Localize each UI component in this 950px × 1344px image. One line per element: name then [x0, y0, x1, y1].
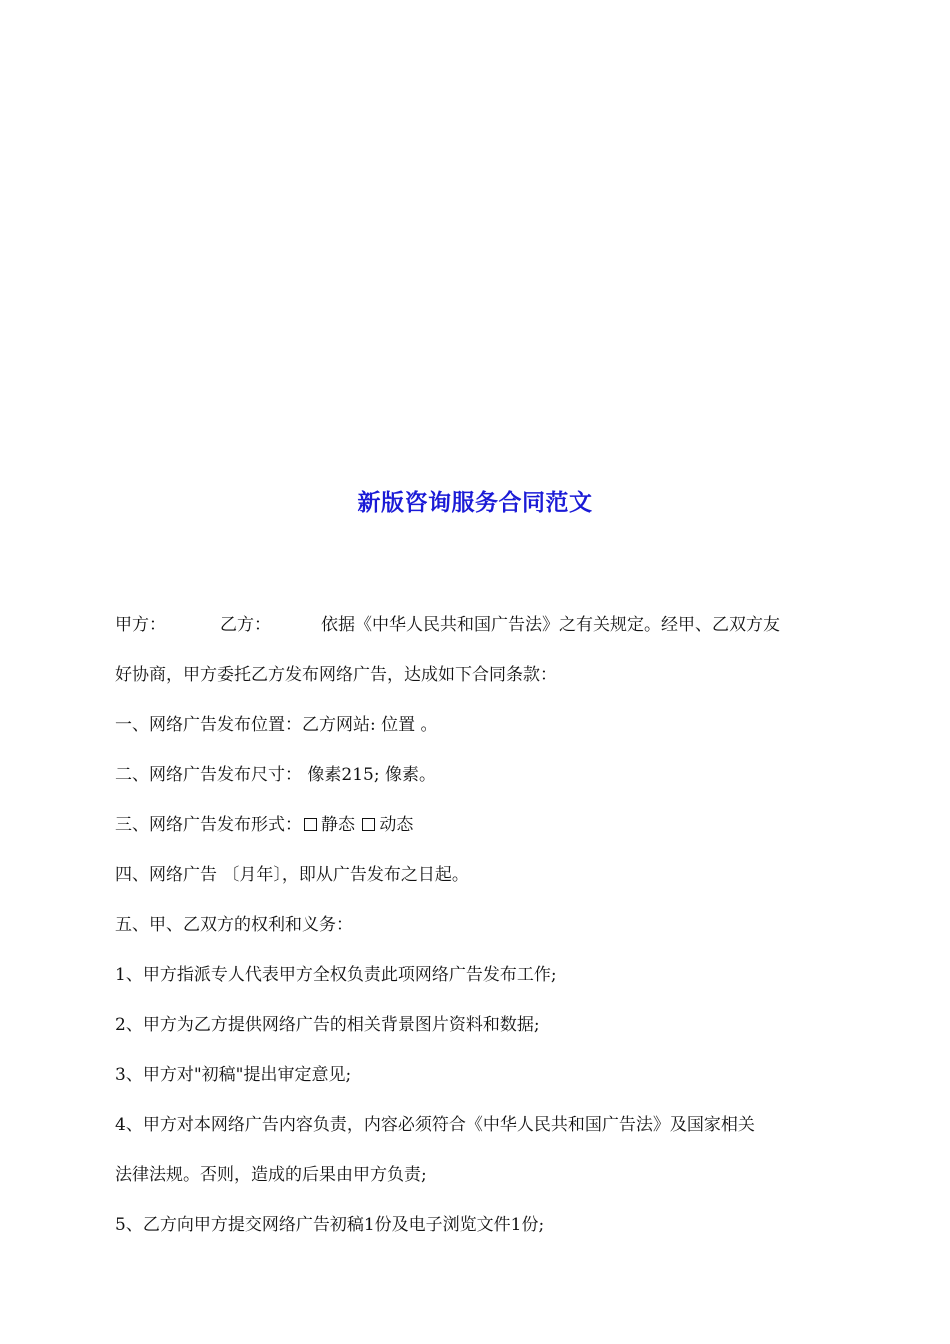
- parties-line: [115, 600, 840, 650]
- preamble-second-line: 好协商，甲方委托乙方发布网络广告，达成如下合同条款：: [115, 665, 557, 685]
- clause-rights-heading: 五、甲、乙双方的权利和义务：: [115, 915, 353, 935]
- rights-item-3: 3、甲方对"初稿"提出审定意见;: [115, 1065, 352, 1085]
- rights-item-1: 1、甲方指派专人代表甲方全权负责此项网络广告发布工作;: [115, 965, 557, 985]
- party-b-label: 乙方：: [220, 615, 271, 635]
- dynamic-option-label: 动态: [379, 815, 414, 835]
- party-a-label: 甲方：: [115, 615, 166, 635]
- rights-item-4-second: 法律法规。否则，造成的后果由甲方负责;: [115, 1165, 427, 1185]
- rights-item-2: 2、甲方为乙方提供网络广告的相关背景图片资料和数据;: [115, 1015, 540, 1035]
- rights-item-4-first: 4、甲方对本网络广告内容负责，内容必须符合《中华人民共和国广告法》及国家相关: [115, 1115, 755, 1135]
- static-option-label: 静态: [321, 815, 355, 835]
- document-body: [115, 600, 840, 1250]
- rights-item-5: 5、乙方向甲方提交网络广告初稿1份及电子浏览文件1份;: [115, 1215, 545, 1235]
- clause-duration: 四、网络广告 〔月年〕，即从广告发布之日起。: [115, 865, 469, 885]
- clause-position: 一、网络广告发布位置：乙方网站: 位置 。: [115, 715, 438, 735]
- preamble-first-line: 依据《中华人民共和国广告法》之有关规定。经甲、乙双方友: [321, 615, 780, 635]
- static-checkbox[interactable]: [304, 818, 317, 831]
- clause-form-label: 三、网络广告发布形式：: [115, 815, 302, 835]
- document-title: 新版咨询服务合同范文: [357, 489, 593, 516]
- clause-form: [115, 800, 840, 850]
- dynamic-checkbox[interactable]: [362, 818, 375, 831]
- clause-size: 二、网络广告发布尺寸： 像素215; 像素。: [115, 765, 436, 785]
